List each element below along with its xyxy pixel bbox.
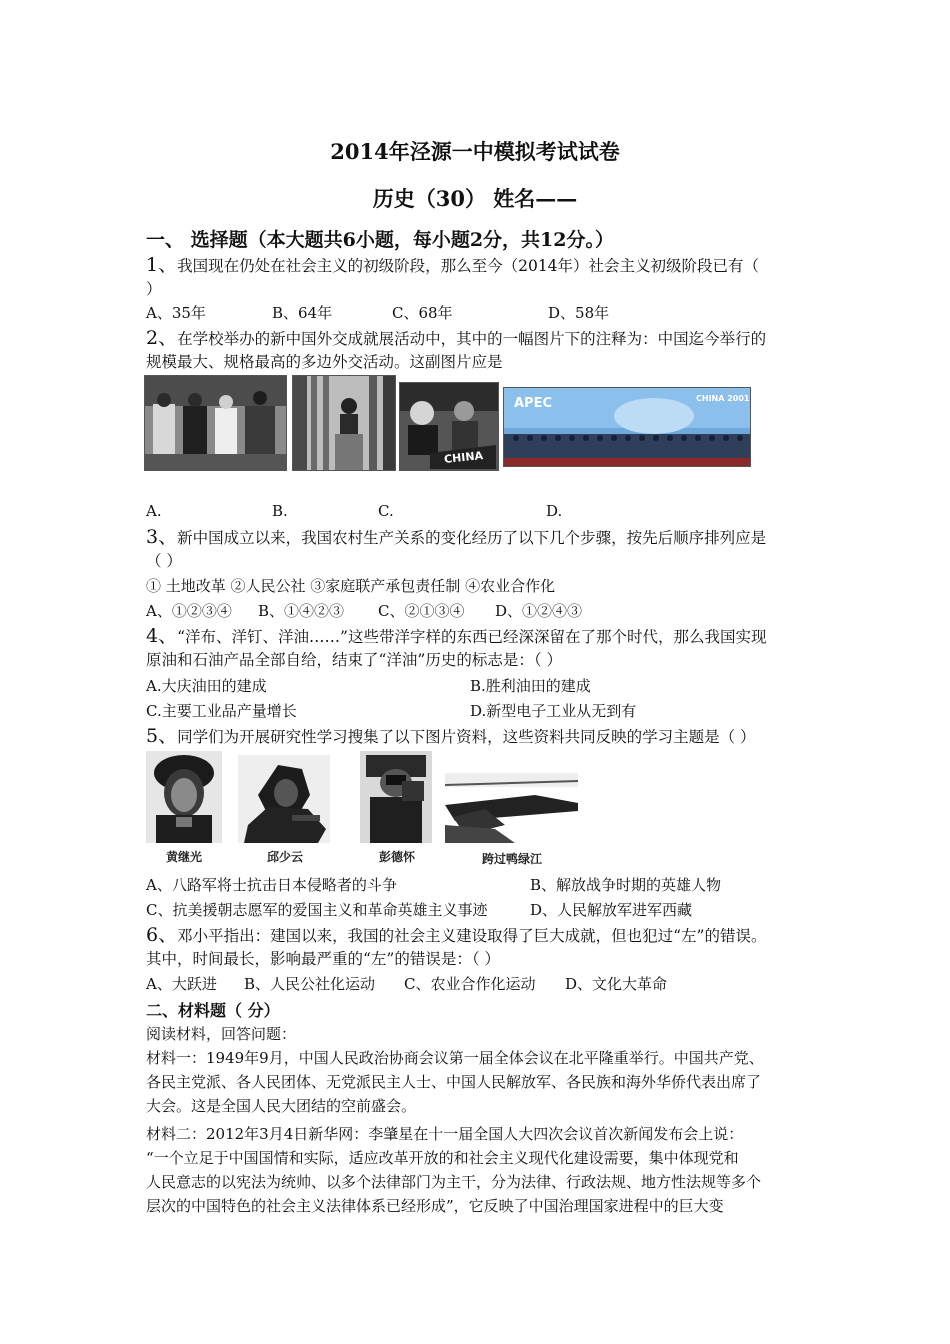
photo-a-leaders-meeting	[144, 375, 287, 471]
option-c: C、抗美援朝志愿军的爱国主义和革命英雄主义事迹	[146, 901, 488, 919]
question-number: 3、	[146, 526, 178, 548]
material-one-line: 材料一：1949年9月，中国人民政治协商会议第一届全体会议在北平隆重举行。中国共产党、	[146, 1049, 764, 1067]
option-c: C、②①③④	[378, 602, 465, 620]
question-5	[146, 724, 756, 749]
question-text: “洋布、洋钉、洋油……”这些带洋字样的东西已经深深留在了那个时代，那么我国实现	[177, 628, 767, 646]
material-two-line: 人民意志的以宪法为统帅、以多个法律部门为主干，分为法律、行政法规、地方性法规等多个	[146, 1173, 762, 1191]
option-c: C.主要工业品产量增长	[146, 702, 297, 720]
option-d: D、文化大革命	[565, 975, 668, 993]
picture-crossing-yalu-river	[445, 773, 578, 843]
option-a: A、35年	[146, 304, 206, 322]
option-a: A.大庆油田的建成	[146, 677, 267, 695]
option-c: C、农业合作化运动	[404, 975, 536, 993]
section-one-heading: 一、 选择题（本大题共6小题，每小题2分，共12分。）	[146, 229, 614, 251]
question-text: 我国现在仍处在社会主义的初级阶段，那么至今（2014年）社会主义初级阶段已有（	[177, 257, 760, 275]
caption-peng-dehuai: 彭德怀	[378, 850, 415, 864]
option-a: A、①②③④	[146, 602, 232, 620]
caption-yalu-river: 跨过鸭绿江	[481, 852, 542, 866]
question-text: 邓小平指出：建国以来，我国的社会主义建设取得了巨大成就，但也犯过“左”的错误。	[177, 927, 767, 945]
option-b: B.胜利油田的建成	[470, 677, 591, 695]
question-number: 2、	[146, 327, 178, 349]
question-number: 1、	[146, 254, 178, 276]
question-4	[146, 624, 766, 649]
material-two-line: 材料二：2012年3月4日新华网：李肇星在十一届全国人大四次会议首次新闻发布会上说：	[146, 1125, 744, 1143]
section-two-heading: 二、材料题（ 分）	[146, 1001, 280, 1020]
question-number: 5、	[146, 725, 178, 747]
question-6	[146, 923, 766, 948]
portrait-qiu-shaoyun	[238, 755, 330, 843]
question-1	[146, 253, 759, 278]
exam-subtitle: 历史（30） 姓名——	[372, 186, 578, 211]
question-2	[146, 326, 766, 351]
question-3-cont: （ ）	[146, 552, 182, 570]
option-d: D.	[546, 502, 563, 520]
portrait-huang-jiguang	[146, 751, 222, 843]
option-a: A.	[146, 502, 162, 520]
option-a: A、大跃进	[146, 975, 217, 993]
question-number: 6、	[146, 924, 178, 946]
question-text: 新中国成立以来，我国农村生产关系的变化经历了以下几个步骤，按先后顺序排列应是	[177, 529, 767, 547]
option-b: B、解放战争时期的英雄人物	[530, 876, 722, 894]
photo-b-podium	[292, 375, 396, 471]
china-2001-text: CHINA 2001	[696, 394, 750, 403]
option-d: D.新型电子工业从无到有	[470, 702, 637, 720]
option-b: B、人民公社化运动	[244, 975, 376, 993]
portrait-peng-dehuai	[360, 751, 432, 843]
caption-qiu-shaoyun: 邱少云	[266, 850, 303, 864]
option-c: C.	[378, 502, 394, 520]
question-3	[146, 525, 766, 550]
option-c: C、68年	[392, 304, 453, 322]
option-d: D、58年	[548, 304, 610, 322]
material-two-line: 层次的中国特色的社会主义法律体系已经形成”，它反映了中国治理国家进程中的巨大变	[146, 1197, 724, 1215]
option-d: D、①②④③	[495, 602, 583, 620]
material-one-line: 大会。这是全国人民大团结的空前盛会。	[146, 1097, 417, 1115]
option-b: B、64年	[272, 304, 333, 322]
china-placard: CHINA	[443, 448, 484, 467]
question-4-cont: 原油和石油产品全部自给，结束了“洋油”历史的标志是：（ ）	[146, 651, 563, 669]
material-two-line: “一个立足于中国国情和实际，适应改革开放的和社会主义现代化建设需要，集中体现党和	[146, 1149, 739, 1167]
question-number: 4、	[146, 625, 178, 647]
exam-title: 2014年泾源一中模拟考试试卷	[330, 139, 620, 164]
option-b: B、①④②③	[258, 602, 345, 620]
question-3-items: ① 土地改革 ②人民公社 ③家庭联产承包责任制 ④农业合作化	[146, 577, 556, 595]
option-b: B.	[272, 502, 288, 520]
question-2-cont: 规模最大、规格最高的多边外交活动。这副图片应是	[146, 353, 503, 371]
photo-d-apec-group	[503, 387, 751, 467]
apec-logo-text: APEC	[514, 396, 553, 411]
question-text: 同学们为开展研究性学习搜集了以下图片资料，这些资料共同反映的学习主题是（ ）	[177, 728, 756, 746]
caption-huang-jiguang: 黄继光	[165, 850, 202, 864]
option-d: D、人民解放军进军西藏	[530, 901, 693, 919]
material-one-line: 各民主党派、各人民团体、无党派民主人士、中国人民解放军、各民族和海外华侨代表出席了	[146, 1073, 762, 1091]
question-6-cont: 其中，时间最长，影响最严重的“左”的错误是：（ ）	[146, 950, 501, 968]
reading-intro: 阅读材料，回答问题：	[146, 1025, 297, 1043]
question-text: 在学校举办的新中国外交成就展活动中，其中的一幅图片下的注释为：中国迄今举行的	[177, 330, 767, 348]
option-a: A、八路军将士抗击日本侵略者的斗争	[146, 876, 397, 894]
question-1-cont: ）	[146, 280, 162, 298]
photo-c-un-seat	[399, 382, 499, 471]
